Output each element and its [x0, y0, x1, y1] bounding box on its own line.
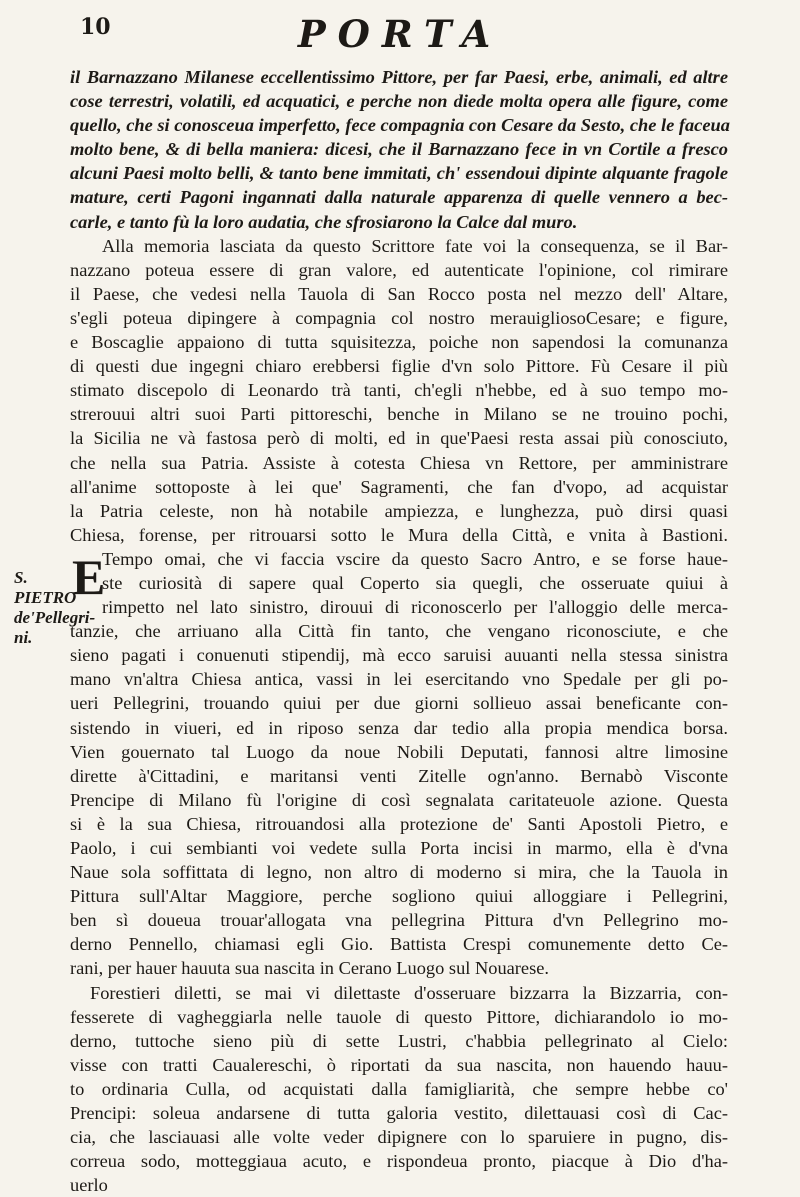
margin-note: [14, 568, 96, 648]
text-line: visse con tratti Caualereschi, ò riportati da sua nascita, non hauendo hauu-: [70, 1054, 728, 1075]
text-line: derno, tuttoche sieno più di sette Lustri, c'habbia pellegrinato al Cielo:: [70, 1030, 728, 1051]
text-line: di questi due ingegni chiaro erebbersi figlie d'vn solo Pittore. Fù Cesare il più: [70, 356, 728, 377]
margin-note-line: de'Pellegri-: [14, 608, 96, 627]
text-line: Pittura sull'Altar Maggiore, perche sogliono quiui alloggiare i Pellegrini,: [70, 886, 728, 907]
text-line: derno Pennello, chiamasi egli Gio. Battista Crespi comunemente detto Ce-: [70, 934, 728, 955]
text-line: fesserete di vagheggiarla nelle tauole di questo Pittore, dichiarandolo io mo-: [70, 1006, 728, 1027]
page-number: 10: [80, 14, 111, 40]
text-line: cia, che lasciauasi alle volte veder dipignere con lo sparuiere in pugno, dis-: [70, 1127, 728, 1148]
text-line: sistendo in viueri, ed in riposo senza dar tedio alla propia mendica borsa.: [70, 717, 728, 738]
text-line: Vien gouernato tal Luogo da noue Nobili Deputati, fannosi altre limosine: [70, 741, 728, 762]
text-line: sieno pagati i conuenuti stipendij, mà ecco saruisi auuanti nella stessa sinistra: [70, 645, 728, 666]
margin-note-line: S. PIETRO: [14, 568, 77, 607]
text-line: il Paese, che vedesi nella Tauola di San Rocco posta nel mezzo dell' Altare,: [70, 283, 728, 304]
text-line: ben sì doueua trouar'allogata vna pellegrina Pittura d'vn Pellegrino mo-: [70, 910, 728, 931]
running-head: PORTA: [297, 12, 503, 56]
text-line: e Boscaglie appaiono di tutta squisitezza, poiche non sapendosi la comunanza: [70, 332, 728, 353]
text-line: Prencipi: soleua andarsene di tutta galoria vestito, dilettauasi così di Cac-: [70, 1103, 728, 1124]
text-line: strerouui altri suoi Parti pittoreschi, benche in Milano se ne trouino pochi,: [70, 404, 728, 425]
text-line: Paolo, i cui sembianti voi vedete sulla Porta incisi in marmo, ella è d'vna: [70, 838, 728, 858]
text-line: all'anime sottoposte à lei que' Sagramenti, che fan d'vopo, ad acquistar: [70, 476, 728, 497]
text-line: ueri Pellegrini, trouando quiui per due giorni sollieuo assai beneficante con-: [70, 693, 728, 714]
text-line: mature, certi Pagoni ingannati dalla naturale apparenza di quelle vennero a bec-: [70, 187, 728, 208]
text-line: rimpetto nel lato sinistro, dirouui di riconoscerlo per l'alloggio delle merca-: [102, 597, 728, 618]
text-line: Tempo omai, che vi faccia vscire da questo Sacro Antro, e se forse haue-: [102, 548, 728, 569]
margin-note-line: ni.: [14, 628, 33, 647]
page-header: [0, 14, 800, 64]
text-line: nazzano poteua essere di gran valore, ed autenticate l'opinione, col rimirare: [70, 259, 728, 280]
body-text: [70, 65, 728, 1197]
text-line: quello, che si conosceua imperfetto, fece compagnia con Cesare da Sesto, che le faceua: [70, 115, 730, 136]
text-line: Prencipe di Milano fù l'origine di così segnalata caritateuole azione. Questa: [70, 789, 728, 810]
initial-letter: E: [72, 549, 106, 605]
text-line: rani, per hauer hauuta sua nascita in Cerano Luogo sul Nouarese.: [70, 958, 550, 979]
text-line: tanzie, che arriuano alla Città fin tanto, che vengano riconosciute, e che: [70, 621, 728, 642]
text-line: Chiesa, forense, per ritrouarsi sotto le Mura della Città, e vnita à Bastioni.: [70, 524, 728, 545]
text-line: la Patria celeste, non hà notabile ampiezza, e lunghezza, può dirsi quasi: [70, 500, 728, 521]
text-line: molto bene, & di bella maniera: dicesi, che il Barnazzano fece in vn Cortile a fresco: [70, 139, 728, 160]
text-line: ste curiosità di sapere qual Coperto sia quegli, che osseruate quiui à: [102, 572, 728, 593]
text-line: il Barnazzano Milanese eccellentissimo Pittore, per far Paesi, erbe, animali, ed altre: [70, 67, 728, 87]
text-line: uerlo: [70, 1175, 108, 1196]
text-line: la Sicilia ne và fastosa però di molti, ed in que'Paesi resta assai più conosciuto,: [70, 428, 728, 449]
text-line: alcuni Paesi molto belli, & tanto bene immitati, ch' essendoui dipinte alquante fragole: [70, 163, 728, 184]
text-line: stimato discepolo di Leonardo trà tanti, ch'egli n'hebbe, ed à suo tempo mo-: [70, 380, 728, 401]
text-line: Forestieri diletti, se mai vi dilettaste d'osseruare bizzarra la Bizzarria, con-: [90, 982, 728, 1003]
text-line: mano vn'altra Chiesa antica, vassi in lei esercitando vno Spedale per gli po-: [70, 669, 728, 690]
text-line: cose terrestri, volatili, ed acquatici, e perche non diede molta opera alle figure, come: [70, 91, 728, 112]
text-line: Naue sola soffittata di legno, non altro di moderno si mira, che la Tauola in: [70, 862, 728, 883]
text-line: carle, e tanto fù la loro audatia, che sfrosiarono la Calce dal muro.: [70, 211, 578, 232]
text-line: si è la sua Chiesa, ritrouandosi alla protezione de' Santi Apostoli Pietro, e: [70, 813, 728, 834]
text-line: s'egli poteua dipingere à compagnia col nostro merauigliosoCesare; e figure,: [70, 307, 728, 328]
text-line: che nella sua Patria. Assiste à cotesta Chiesa vn Rettore, per amministrare: [70, 452, 728, 473]
text-line: Alla memoria lasciata da questo Scrittore fate voi la consequenza, se il Bar-: [102, 235, 728, 256]
text-line: correua sodo, motteggiaua acuto, e rispondeua pronto, piacque à Dio d'ha-: [70, 1151, 728, 1172]
text-line: dirette à'Cittadini, e maritansi venti Zitelle ogn'anno. Bernabò Visconte: [70, 765, 728, 786]
text-line: to ordinaria Culla, od acquistati dalla famigliarità, che sempre hebbe co': [70, 1078, 728, 1099]
